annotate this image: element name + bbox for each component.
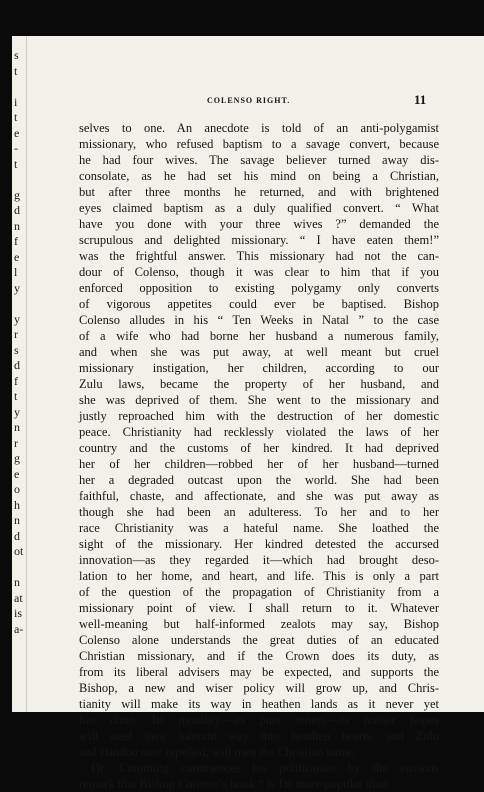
text-line: Dr. Cumming commences his publication by the envious [91,761,439,775]
gutter-fragment: d [14,528,20,543]
page-number: 11 [414,92,427,107]
text-line: from its liberal advisers may be expected, and supports the [79,665,439,679]
text-line: her a degraded outcast upon the world. She had been [79,473,439,487]
text-line: missionary point of view. I shall return to it. Whatever [79,601,439,615]
gutter-fragment: l [14,265,18,279]
text-line: remark that Bishop Colenso’s book “ is far more popular than [79,777,388,791]
text-line: scrupulous and delighted missionary. “ I have eaten them!” [79,233,439,247]
text-line: innovation—as they regarded it—which had brought deso- [79,553,439,567]
gutter-fragment: e [14,125,20,140]
gutter-fragment: f [14,234,18,248]
text-line: of vigorous appetites could ever be baptised. Bishop [79,297,439,311]
gutter-fragment: at [14,590,23,605]
gutter-fragment: t [14,389,18,403]
body-text [79,120,439,792]
text-line: consolate, as he had set his mind on being a Christian, [79,169,439,183]
text-line: have you done with your three wives ?” demanded the [79,217,439,231]
gutter-fragment: g [14,187,20,202]
text-line: has done. Its morality—its pure tenets—its nobler hopes [79,713,439,727]
gutter-fragment: h [14,497,20,512]
text-line: was the frightful answer. This missionary had not the can- [79,249,439,263]
gutter-fragment: f [14,373,18,388]
text-line: selves to one. An anecdote is told of an anti-polygamist [79,121,439,135]
text-line: and Hindoo now repelled, will own the Christian name. [79,745,357,759]
text-line: but after three months he returned, and with brightened [79,185,439,199]
gutter-fragment: n [14,218,20,233]
text-line: well-meaning but half-informed zealots may say, Bishop [79,617,439,631]
gutter-fragment: i [14,94,18,109]
gutter-fragment: d [14,358,20,372]
gutter-fragment: n [14,420,20,434]
text-line: Christian missionary, and if the Crown does its duty, as [79,649,439,663]
gutter-fragment: r [14,327,18,341]
text-line: enforced opposition to existing polygamy only converts [79,281,439,295]
text-line: tianity will make its way in heathen lands as it never yet [79,697,439,711]
book-page [12,36,484,791]
text-line: Colenso alone understands the great duties of an educated [79,633,439,647]
gutter-fragment: t [14,156,18,171]
gutter-fragment: ot [14,544,24,558]
text-line: justly reproached him with the destruction of her domestic [79,409,439,423]
gutter-fragment: y [14,311,20,326]
text-line: race Christianity was a hateful name. She loathed the [79,521,439,535]
gutter-fragment: e [14,249,20,264]
text-line: peace. Christianity had recklessly violated the laws of her [79,425,439,439]
text-line: though she had been an adulteress. To her and to her [79,505,439,519]
text-line: will steal their tolerant way into heathen hearts, and Zulu [79,729,439,743]
text-line: missionary, who refused baptism to a savage convert, because [79,137,439,151]
running-header: COLENSO RIGHT. [207,96,291,105]
text-line: and when she was put away, at well meant but cruel [79,345,439,359]
gutter-fragment: g [14,451,20,465]
text-line: her of her children—robbed her of her husband—turned [79,457,439,471]
text-line: he had four wives. The savage believer turned away dis- [79,153,439,167]
text-line: missionary instigation, her children, according to our [79,361,439,375]
gutter-fragment: r [14,435,18,450]
text-line: Zulu laws, became the property of her husband, and [79,377,439,391]
text-line: sight of the missionary. Her kindred detested the accursed [79,537,439,551]
gutter-fragment: o [14,482,20,496]
gutter-fragment: s [14,48,19,62]
gutter-fragment: - [14,141,18,155]
gutter-fragment: e [14,466,20,481]
text-line: dour of Colenso, though it was clear to him that if you [79,265,439,279]
gutter-fragment: y [14,280,20,295]
text-line: Bishop, a new and wiser policy will grow up, and Chris- [79,681,439,695]
gutter-fragment: a- [14,621,24,636]
gutter-fragment: is [14,606,23,620]
gutter-fragment: s [14,342,19,357]
gutter-fragment: d [14,203,20,217]
gutter-fragment: t [14,110,18,124]
text-line: Colenso alludes in his “ Ten Weeks in Natal ” to the case [79,313,439,327]
text-line: of the question of the propagation of Christianity from a [79,585,439,599]
gutter-fragment: n [14,575,20,589]
text-line: of a wife who had borne her husband a numerous family, [79,329,439,343]
text-line: lation to her home, and heart, and life. This is only a part [79,569,439,583]
gutter-fragment: y [14,404,20,419]
text-line: she was deprived of them. She went to the missionary and [79,393,439,407]
gutter-fragment: n [14,513,20,527]
text-line: eyes claimed baptism as a duly qualified convert. “ What [79,201,439,215]
gutter-fragment: t [14,63,18,78]
text-line: country and the customs of her kindred. It had deprived [79,441,439,455]
text-line: faithful, chaste, and affectionate, and she was put away as [79,489,439,503]
